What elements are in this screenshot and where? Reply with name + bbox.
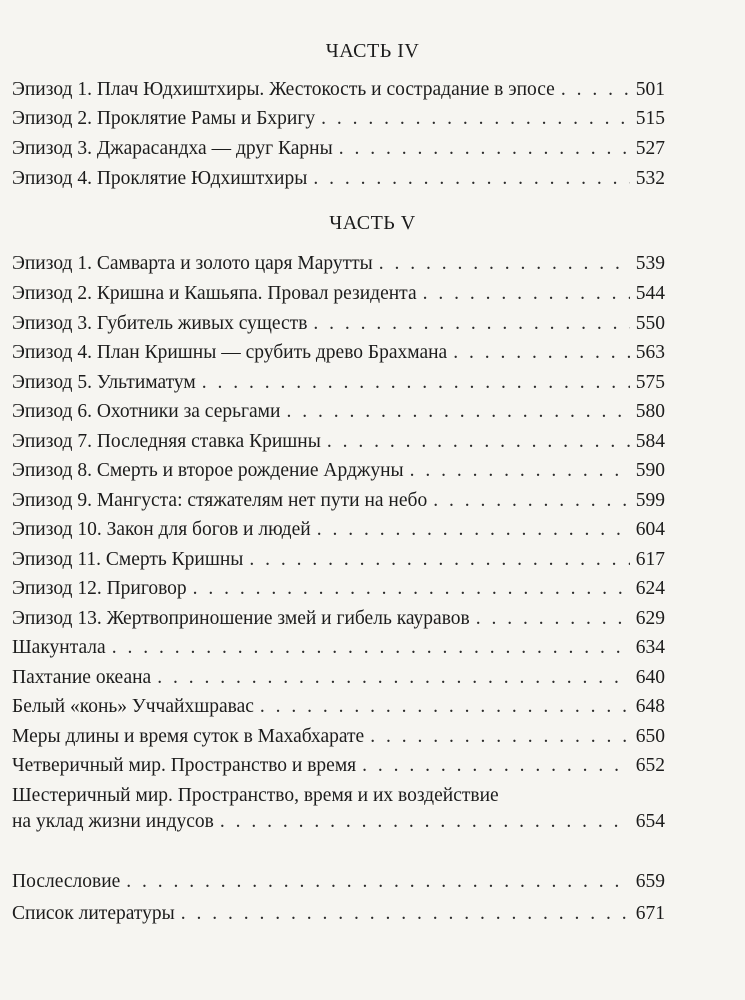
toc-entry-title: Эпизод 10. Закон для богов и людей [12, 519, 311, 540]
toc-entry [12, 576, 665, 602]
part-heading-iv: ЧАСТЬ IV [325, 40, 420, 62]
toc-entry-title: Список литературы [12, 903, 175, 924]
dot-leader [410, 458, 630, 484]
toc-entry-page: 580 [635, 401, 665, 422]
toc-entry [12, 753, 665, 779]
dot-leader [321, 106, 630, 132]
toc-entry [12, 635, 665, 661]
toc-entry-title: Эпизод 6. Охотники за серьгами [12, 401, 281, 422]
dot-leader [286, 399, 629, 425]
toc-entry-page: 650 [635, 726, 665, 747]
toc-entry [12, 429, 665, 455]
toc-entry-page: 544 [635, 283, 665, 304]
toc-entry-page: 515 [635, 108, 665, 129]
dot-leader [370, 724, 630, 750]
toc-entry-page: 575 [635, 372, 665, 393]
dot-leader [260, 694, 630, 720]
toc-entry-title: Шакунтала [12, 637, 106, 658]
toc-entry-page: 539 [635, 253, 665, 274]
dot-leader [181, 901, 630, 927]
toc-entry-title: Послесловие [12, 871, 121, 892]
toc-entry [12, 399, 665, 425]
toc-entry-title: Эпизод 12. Приговор [12, 578, 187, 599]
dot-leader [220, 809, 630, 835]
toc-entry [12, 370, 665, 396]
toc-entry-page: 624 [635, 578, 665, 599]
toc-entry [12, 458, 665, 484]
toc-entry-title: Эпизод 8. Смерть и второе рождение Арджуны [12, 460, 404, 481]
toc-entry [12, 869, 665, 895]
toc-entry-title: на уклад жизни индусов [12, 811, 214, 832]
toc-entry [12, 166, 665, 192]
toc-entry-title: Эпизод 4. План Кришны — срубить древо Брахмана [12, 342, 448, 363]
toc-entry [12, 136, 665, 162]
toc-entry [12, 547, 665, 573]
toc-entry-title: Пахтание океана [12, 667, 152, 688]
dot-leader [112, 635, 630, 661]
toc-entry [12, 488, 665, 514]
toc-entry-page: 652 [635, 755, 665, 776]
toc-entry-page: 584 [635, 431, 665, 452]
dot-leader [339, 136, 630, 162]
toc-entry-page: 659 [635, 871, 665, 892]
toc-entry-page: 654 [635, 811, 665, 832]
dot-leader [202, 370, 630, 396]
part-heading-v: ЧАСТЬ V [329, 212, 416, 234]
toc-entry-page: 563 [635, 342, 665, 363]
toc-entry-title: Эпизод 1. Плач Юдхиштхиры. Жестокость и сострадание в эпосе [12, 79, 555, 100]
dot-leader [313, 166, 629, 192]
toc-entry-title-line1: Шестеричный мир. Пространство, время и их воздействие [12, 785, 499, 806]
toc-entry-page: 501 [635, 79, 665, 100]
toc-entry-title: Эпизод 2. Проклятие Рамы и Бхригу [12, 108, 316, 129]
dot-leader [379, 251, 630, 277]
toc-entry-title: Эпизод 1. Самварта и золото царя Марутты [12, 253, 373, 274]
toc-entry [12, 77, 665, 103]
toc-entry [12, 606, 665, 632]
toc-entry-title: Меры длины и время суток в Махабхарате [12, 726, 365, 747]
toc-entry [12, 694, 665, 720]
toc-entry-title: Четверичный мир. Пространство и время [12, 755, 357, 776]
toc-entry-page: 604 [635, 519, 665, 540]
dot-leader [157, 665, 630, 691]
dot-leader [561, 77, 630, 103]
dot-leader [317, 517, 630, 543]
toc-entry [12, 901, 665, 927]
toc-entry [12, 281, 665, 307]
toc-entry [12, 665, 665, 691]
toc-entry-page: 550 [635, 313, 665, 334]
toc-entry-title: Эпизод 3. Губитель живых существ [12, 313, 308, 334]
toc-entry [12, 251, 665, 277]
dot-leader [433, 488, 630, 514]
toc-entry-page: 599 [635, 490, 665, 511]
toc-entry-page: 640 [635, 667, 665, 688]
dot-leader [126, 869, 629, 895]
toc-entry [12, 311, 665, 337]
toc-entry-multiline [12, 783, 665, 835]
toc-entry-page: 634 [635, 637, 665, 658]
toc-entry-page: 648 [635, 696, 665, 717]
dot-leader [423, 281, 630, 307]
toc-entry [12, 106, 665, 132]
dot-leader [249, 547, 629, 573]
toc-entry-page: 590 [635, 460, 665, 481]
dot-leader [327, 429, 630, 455]
toc-entry [12, 517, 665, 543]
toc-entry-page: 629 [635, 608, 665, 629]
toc-entry [12, 340, 665, 366]
dot-leader [362, 753, 630, 779]
toc-entry-title: Белый «конь» Уччайхшравас [12, 696, 254, 717]
dot-leader [313, 311, 629, 337]
toc-entry-page: 527 [635, 138, 665, 159]
toc-entry-title: Эпизод 2. Кришна и Кашьяпа. Провал резидента [12, 283, 417, 304]
toc-entry-title: Эпизод 7. Последняя ставка Кришны [12, 431, 321, 452]
toc-entry-title: Эпизод 3. Джарасандха — друг Карны [12, 138, 333, 159]
dot-leader [453, 340, 630, 366]
toc-entry-page: 617 [635, 549, 665, 570]
toc-entry-title: Эпизод 13. Жертвоприношение змей и гибель кауравов [12, 608, 470, 629]
toc-entry-page: 671 [635, 903, 665, 924]
dot-leader [193, 576, 630, 602]
toc-entry-title: Эпизод 11. Смерть Кришны [12, 549, 244, 570]
toc-entry-title: Эпизод 9. Мангуста: стяжателям нет пути на небо [12, 490, 428, 511]
toc-entry [12, 724, 665, 750]
dot-leader [476, 606, 630, 632]
toc-entry-title: Эпизод 5. Ультиматум [12, 372, 196, 393]
toc-entry-title: Эпизод 4. Проклятие Юдхиштхиры [12, 168, 308, 189]
toc-entry-page: 532 [635, 168, 665, 189]
